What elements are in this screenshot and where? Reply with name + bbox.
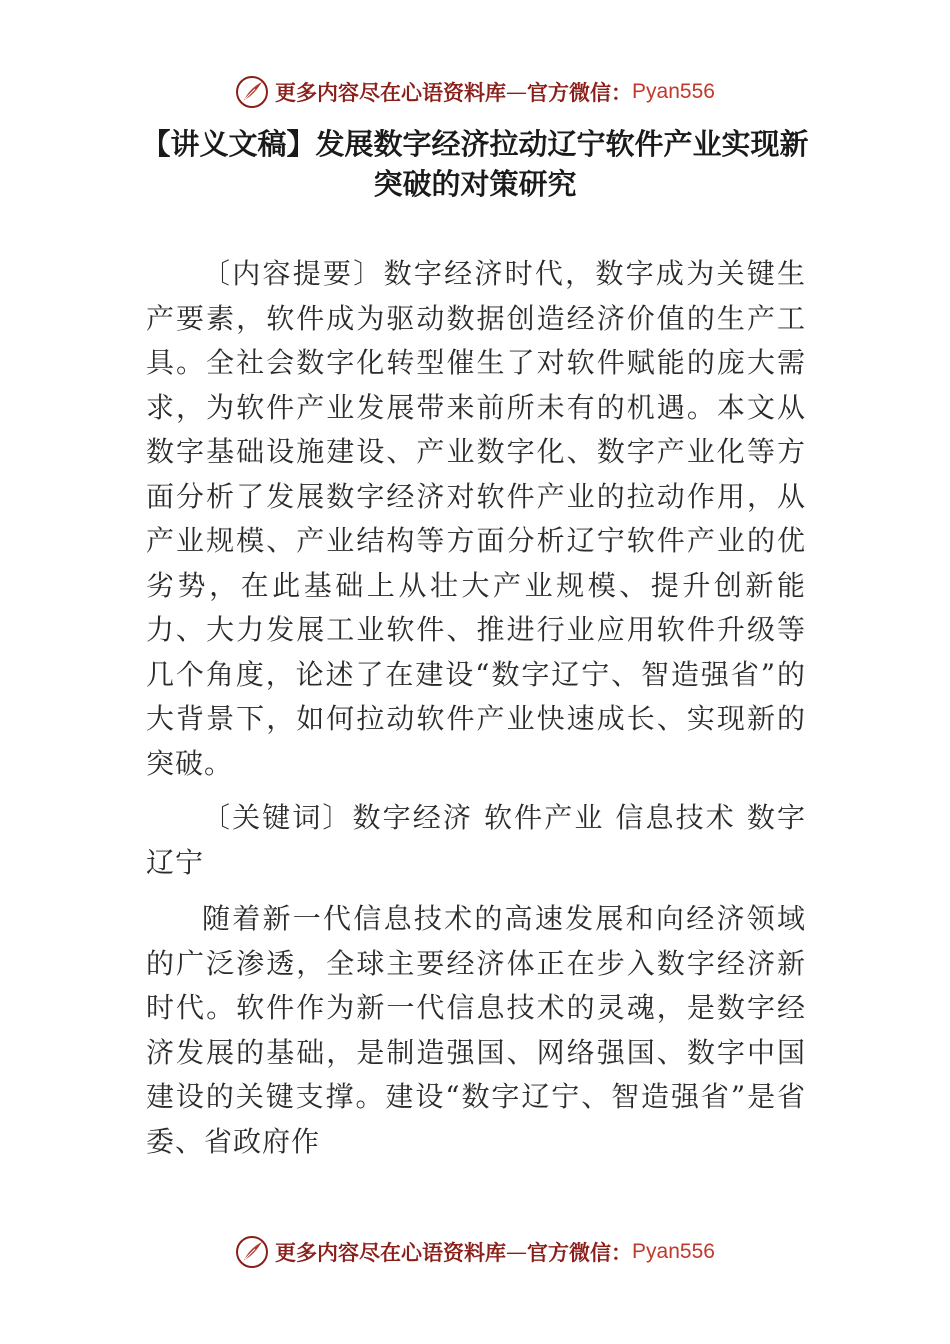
- body-paragraph: 随着新一代信息技术的高速发展和向经济领域的广泛渗透，全球主要经济体正在步入数字经济新时代。软件作为新一代信息技术的灵魂，是数字经济发展的基础，是制造强国、网络强国、数字中国建设的关键支撑。建设“数字辽宁、智造强省”是省委、省政府作: [146, 902, 806, 1158]
- wechat-id: Pyan556: [632, 1240, 715, 1263]
- brand-text: 更多内容尽在心语资料库: [275, 1240, 507, 1265]
- feather-logo-icon: [235, 1235, 269, 1269]
- wechat-id: Pyan556: [632, 80, 715, 103]
- document-body: [146, 252, 806, 1164]
- banner-separator: —: [506, 80, 528, 104]
- brand-text: 更多内容尽在心语资料库: [275, 80, 507, 105]
- banner-separator: —: [506, 1240, 528, 1264]
- footer-banner: [0, 1232, 950, 1272]
- keywords-paragraph: 〔关键词〕数字经济 软件产业 信息技术 数字辽宁: [146, 801, 806, 879]
- feather-logo-icon: [235, 75, 269, 109]
- document-title: 【讲义文稿】发展数字经济拉动辽宁软件产业实现新突破的对策研究: [141, 127, 809, 201]
- header-banner: [0, 72, 950, 112]
- wechat-label: 官方微信：: [527, 80, 633, 105]
- abstract-paragraph: 〔内容提要〕数字经济时代，数字成为关键生产要素，软件成为驱动数据创造经济价值的生产工具。全社会数字化转型催生了对软件赋能的庞大需求，为软件产业发展带来前所未有的机遇。本文从数字基础设施建设、产业数字化、数字产业化等方面分析了发展数字经济对软件产业的拉动作用，从产业规模、产业结构等方面分析辽宁软件产业的优劣势，在此基础上从壮大产业规模、提升创新能力、大力发展工业软件、推进行业应用软件升级等几个角度，论述了在建设“数字辽宁、智造强省”的大背景下，如何拉动软件产业快速成长、实现新的突破。: [146, 257, 806, 780]
- wechat-label: 官方微信：: [527, 1240, 633, 1265]
